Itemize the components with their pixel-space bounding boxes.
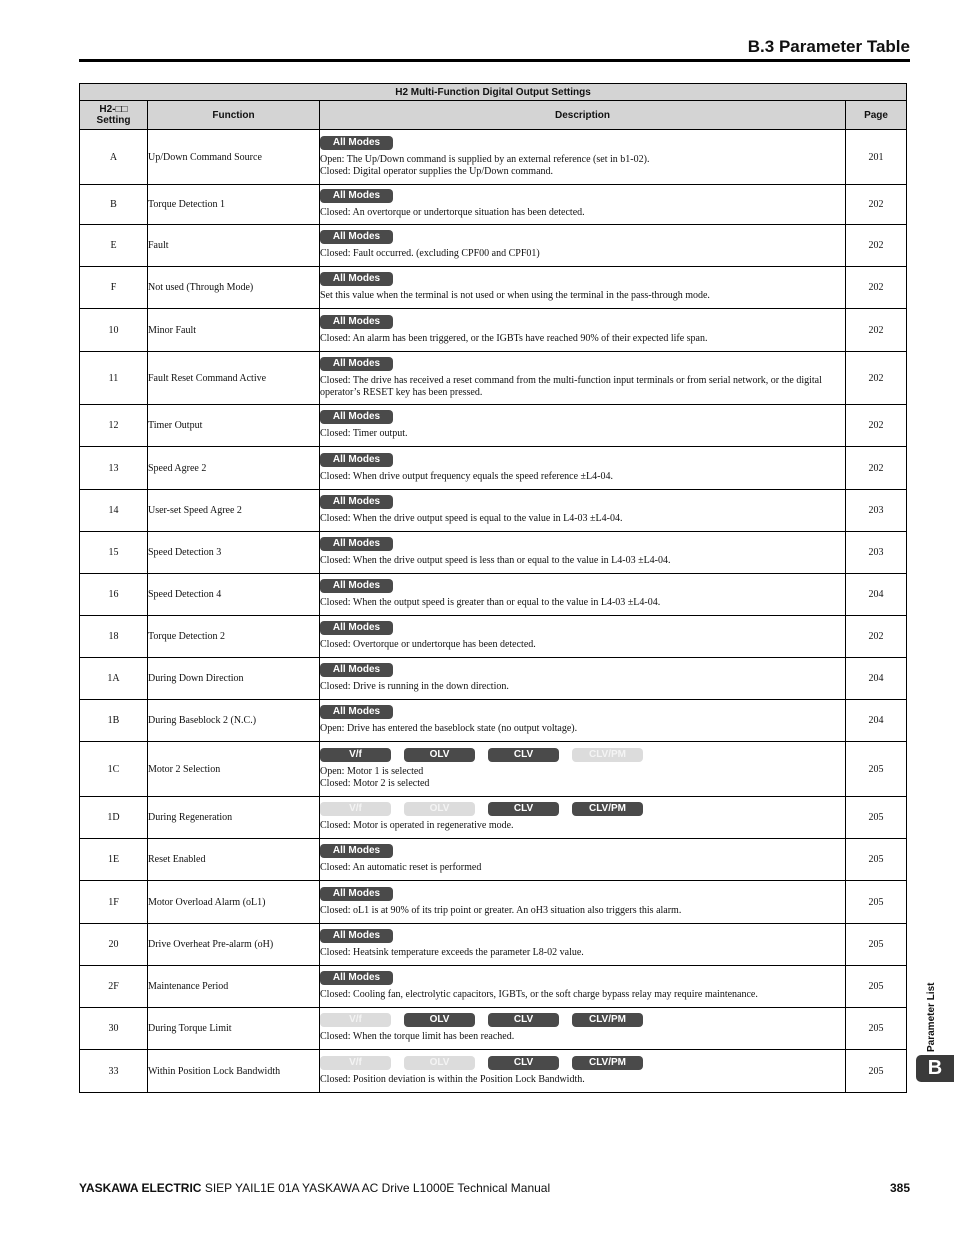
all-modes-badge: All Modes [320, 579, 393, 593]
function-cell: Minor Fault [148, 309, 320, 352]
setting-cell: 12 [80, 405, 148, 447]
description-line: Closed: When the drive output speed is equal to the value in L4-03 ±L4-04. [320, 513, 623, 525]
description-line: Closed: The drive has received a reset command from the multi-function input terminals or from serial network, or the digital operator’s RESET key has been pressed. [320, 374, 822, 398]
control-mode-badges [320, 537, 845, 553]
page-cell: 204 [846, 700, 907, 742]
all-modes-badge: All Modes [320, 230, 393, 244]
description-cell [320, 309, 846, 352]
function-cell: Up/Down Command Source [148, 130, 320, 185]
description-cell [320, 658, 846, 700]
description-cell [320, 700, 846, 742]
setting-cell: 1D [80, 797, 148, 839]
footer-brand: YASKAWA ELECTRIC [79, 1181, 202, 1195]
control-mode-badge: V/f [320, 1013, 391, 1027]
description-line: Closed: Overtorque or undertorque has been detected. [320, 639, 536, 651]
function-cell: Torque Detection 2 [148, 616, 320, 658]
description-cell [320, 185, 846, 225]
table-row [80, 130, 907, 185]
description-line: Closed: Position deviation is within the Position Lock Bandwidth. [320, 1073, 585, 1085]
side-tab-letter[interactable]: B [916, 1055, 954, 1082]
page-cell: 202 [846, 309, 907, 352]
table-row [80, 447, 907, 490]
function-cell: Motor Overload Alarm (oL1) [148, 881, 320, 924]
table-row [80, 700, 907, 742]
table-row [80, 797, 907, 839]
footer-document-info [79, 1181, 550, 1195]
setting-cell: 11 [80, 352, 148, 405]
all-modes-badge: All Modes [320, 272, 393, 286]
description-cell [320, 225, 846, 267]
function-cell: During Down Direction [148, 658, 320, 700]
setting-cell: A [80, 130, 148, 185]
control-mode-badges [320, 453, 845, 469]
all-modes-badge: All Modes [320, 495, 393, 509]
function-cell: During Baseblock 2 (N.C.) [148, 700, 320, 742]
control-mode-badges [320, 844, 845, 860]
all-modes-badge: All Modes [320, 136, 393, 150]
description-cell [320, 966, 846, 1008]
setting-column-header [80, 101, 148, 130]
page-cell: 202 [846, 267, 907, 309]
setting-cell: 16 [80, 574, 148, 616]
description-cell [320, 490, 846, 532]
control-mode-badges [320, 315, 845, 331]
setting-cell: 2F [80, 966, 148, 1008]
control-mode-badge: CLV [488, 1056, 559, 1070]
setting-cell: 1F [80, 881, 148, 924]
page-cell: 205 [846, 839, 907, 881]
all-modes-badge: All Modes [320, 537, 393, 551]
all-modes-badge: All Modes [320, 929, 393, 943]
page-cell: 205 [846, 1050, 907, 1093]
table-row [80, 185, 907, 225]
function-cell: Drive Overheat Pre-alarm (oH) [148, 924, 320, 966]
description-line: Closed: When drive output frequency equals the speed reference ±L4-04. [320, 470, 613, 482]
function-cell: Reset Enabled [148, 839, 320, 881]
control-mode-badges [320, 579, 845, 595]
page-cell: 205 [846, 966, 907, 1008]
all-modes-badge: All Modes [320, 887, 393, 901]
footer-page-number: 385 [889, 1181, 910, 1195]
description-cell [320, 1050, 846, 1093]
description-line: Closed: An alarm has been triggered, or the IGBTs have reached 90% of their expected life span. [320, 332, 708, 344]
description-line: Set this value when the terminal is not used or when using the terminal in the pass-through mode. [320, 290, 710, 302]
description-line: Closed: Timer output. [320, 428, 408, 440]
control-mode-badges [320, 136, 845, 152]
description-line: Open: Motor 1 is selected [320, 765, 424, 777]
control-mode-badge: CLV/PM [572, 1056, 643, 1070]
description-line: Closed: When the output speed is greater than or equal to the value in L4-03 ±L4-04. [320, 597, 661, 609]
description-cell [320, 742, 846, 797]
control-mode-badges [320, 272, 845, 288]
setting-cell: B [80, 185, 148, 225]
description-cell [320, 447, 846, 490]
control-mode-badge: V/f [320, 748, 391, 762]
parameter-table [79, 83, 907, 1093]
control-mode-badges [320, 189, 845, 205]
all-modes-badge: All Modes [320, 453, 393, 467]
page-cell: 205 [846, 1008, 907, 1050]
description-line: Closed: An automatic reset is performed [320, 862, 482, 874]
function-cell: Timer Output [148, 405, 320, 447]
all-modes-badge: All Modes [320, 315, 393, 329]
page-cell: 205 [846, 742, 907, 797]
table-row [80, 405, 907, 447]
page-cell: 202 [846, 352, 907, 405]
table-row [80, 490, 907, 532]
all-modes-badge: All Modes [320, 357, 393, 371]
table-row [80, 616, 907, 658]
description-line: Closed: Drive is running in the down direction. [320, 681, 509, 693]
page-cell: 203 [846, 532, 907, 574]
all-modes-badge: All Modes [320, 971, 393, 985]
description-line: Closed: Digital operator supplies the Up/Down command. [320, 166, 554, 177]
function-cell: Torque Detection 1 [148, 185, 320, 225]
setting-cell: F [80, 267, 148, 309]
control-mode-badges [320, 705, 845, 721]
section-title: B.3 Parameter Table [747, 37, 910, 56]
control-mode-badges [320, 410, 845, 426]
function-cell: Motor 2 Selection [148, 742, 320, 797]
function-cell: Speed Detection 3 [148, 532, 320, 574]
setting-cell: 15 [80, 532, 148, 574]
description-cell [320, 574, 846, 616]
description-cell [320, 839, 846, 881]
description-cell [320, 130, 846, 185]
table-body [80, 130, 907, 1093]
table-row [80, 839, 907, 881]
table-caption: H2 Multi-Function Digital Output Settings [80, 84, 907, 101]
all-modes-badge: All Modes [320, 410, 393, 424]
page-cell: 202 [846, 405, 907, 447]
control-mode-badge: V/f [320, 802, 391, 816]
function-cell: Not used (Through Mode) [148, 267, 320, 309]
description-line: Closed: Cooling fan, electrolytic capacitors, IGBTs, or the soft charge bypass relay may require maintenance. [320, 989, 758, 1001]
setting-header-line1: H2-□□ [99, 104, 128, 115]
function-cell: User-set Speed Agree 2 [148, 490, 320, 532]
control-mode-badge: OLV [404, 748, 475, 762]
setting-cell: 18 [80, 616, 148, 658]
control-mode-badge: V/f [320, 1056, 391, 1070]
control-mode-badges [320, 971, 845, 987]
description-cell [320, 797, 846, 839]
setting-header-line2: Setting [96, 115, 131, 126]
description-line: Closed: An overtorque or undertorque situation has been detected. [320, 207, 585, 219]
table-row [80, 881, 907, 924]
setting-cell: 33 [80, 1050, 148, 1093]
control-mode-badge: OLV [404, 1056, 475, 1070]
control-mode-badges [320, 357, 845, 373]
page-cell: 204 [846, 658, 907, 700]
setting-cell: 13 [80, 447, 148, 490]
control-mode-badge: CLV/PM [572, 802, 643, 816]
control-mode-badges [320, 495, 845, 511]
page-cell: 201 [846, 130, 907, 185]
setting-cell: 1C [80, 742, 148, 797]
page-cell: 202 [846, 616, 907, 658]
control-mode-badges [320, 887, 845, 903]
control-mode-badge: CLV [488, 1013, 559, 1027]
setting-cell: 1A [80, 658, 148, 700]
setting-cell: E [80, 225, 148, 267]
setting-cell: 30 [80, 1008, 148, 1050]
table-row [80, 742, 907, 797]
control-mode-badges [320, 929, 845, 945]
page-column-header: Page [846, 101, 907, 130]
page-cell: 204 [846, 574, 907, 616]
description-cell [320, 924, 846, 966]
control-mode-badge: OLV [404, 1013, 475, 1027]
function-cell: Within Position Lock Bandwidth [148, 1050, 320, 1093]
setting-cell: 10 [80, 309, 148, 352]
all-modes-badge: All Modes [320, 705, 393, 719]
page-cell: 205 [846, 924, 907, 966]
page-cell: 202 [846, 185, 907, 225]
table-row [80, 1008, 907, 1050]
table-row [80, 267, 907, 309]
all-modes-badge: All Modes [320, 189, 393, 203]
description-line: Closed: Motor is operated in regenerative mode. [320, 820, 514, 832]
control-mode-badges [320, 1056, 845, 1072]
function-cell: Fault Reset Command Active [148, 352, 320, 405]
description-line: Closed: Heatsink temperature exceeds the parameter L8-02 value. [320, 947, 584, 959]
description-line: Closed: When the torque limit has been reached. [320, 1031, 515, 1043]
table-row [80, 924, 907, 966]
page-cell: 202 [846, 447, 907, 490]
setting-cell: 20 [80, 924, 148, 966]
control-mode-badge: OLV [404, 802, 475, 816]
table-row [80, 966, 907, 1008]
page-cell: 203 [846, 490, 907, 532]
footer-document-title: SIEP YAIL1E 01A YASKAWA AC Drive L1000E Technical Manual [204, 1181, 551, 1195]
setting-cell: 1E [80, 839, 148, 881]
control-mode-badges [320, 230, 845, 246]
table-row [80, 309, 907, 352]
setting-cell: 1B [80, 700, 148, 742]
title-rule [79, 59, 910, 62]
side-tab-label: Parameter List [926, 982, 937, 1052]
table-row [80, 1050, 907, 1093]
description-cell [320, 267, 846, 309]
description-line: Open: The Up/Down command is supplied by an external reference (set in b1-02). [320, 153, 650, 165]
table-row [80, 574, 907, 616]
description-cell [320, 532, 846, 574]
control-mode-badges [320, 748, 845, 764]
description-column-header: Description [320, 101, 846, 130]
control-mode-badge: CLV/PM [572, 1013, 643, 1027]
all-modes-badge: All Modes [320, 663, 393, 677]
description-cell [320, 405, 846, 447]
description-line: Open: Drive has entered the baseblock state (no output voltage). [320, 723, 578, 735]
function-cell: During Torque Limit [148, 1008, 320, 1050]
control-mode-badges [320, 621, 845, 637]
table-row [80, 658, 907, 700]
page-cell: 205 [846, 797, 907, 839]
description-line: Closed: When the drive output speed is less than or equal to the value in L4-03 ±L4-04. [320, 555, 671, 567]
control-mode-badge: CLV [488, 802, 559, 816]
page-cell: 202 [846, 225, 907, 267]
table-row [80, 532, 907, 574]
all-modes-badge: All Modes [320, 621, 393, 635]
function-cell: Speed Agree 2 [148, 447, 320, 490]
control-mode-badge: CLV/PM [572, 748, 643, 762]
table-row [80, 352, 907, 405]
function-cell: Speed Detection 4 [148, 574, 320, 616]
description-cell [320, 881, 846, 924]
description-cell [320, 1008, 846, 1050]
description-cell [320, 616, 846, 658]
function-cell: Maintenance Period [148, 966, 320, 1008]
function-cell: During Regeneration [148, 797, 320, 839]
setting-cell: 14 [80, 490, 148, 532]
control-mode-badges [320, 663, 845, 679]
control-mode-badges [320, 1013, 845, 1029]
all-modes-badge: All Modes [320, 844, 393, 858]
function-column-header: Function [148, 101, 320, 130]
description-line: Closed: oL1 is at 90% of its trip point or greater. An oH3 situation also triggers this alarm. [320, 904, 682, 916]
description-line: Closed: Fault occurred. (excluding CPF00 and CPF01) [320, 248, 540, 260]
table-row [80, 225, 907, 267]
description-cell [320, 352, 846, 405]
function-cell: Fault [148, 225, 320, 267]
control-mode-badge: CLV [488, 748, 559, 762]
control-mode-badges [320, 802, 845, 818]
page-cell: 205 [846, 881, 907, 924]
description-line: Closed: Motor 2 is selected [320, 778, 430, 789]
